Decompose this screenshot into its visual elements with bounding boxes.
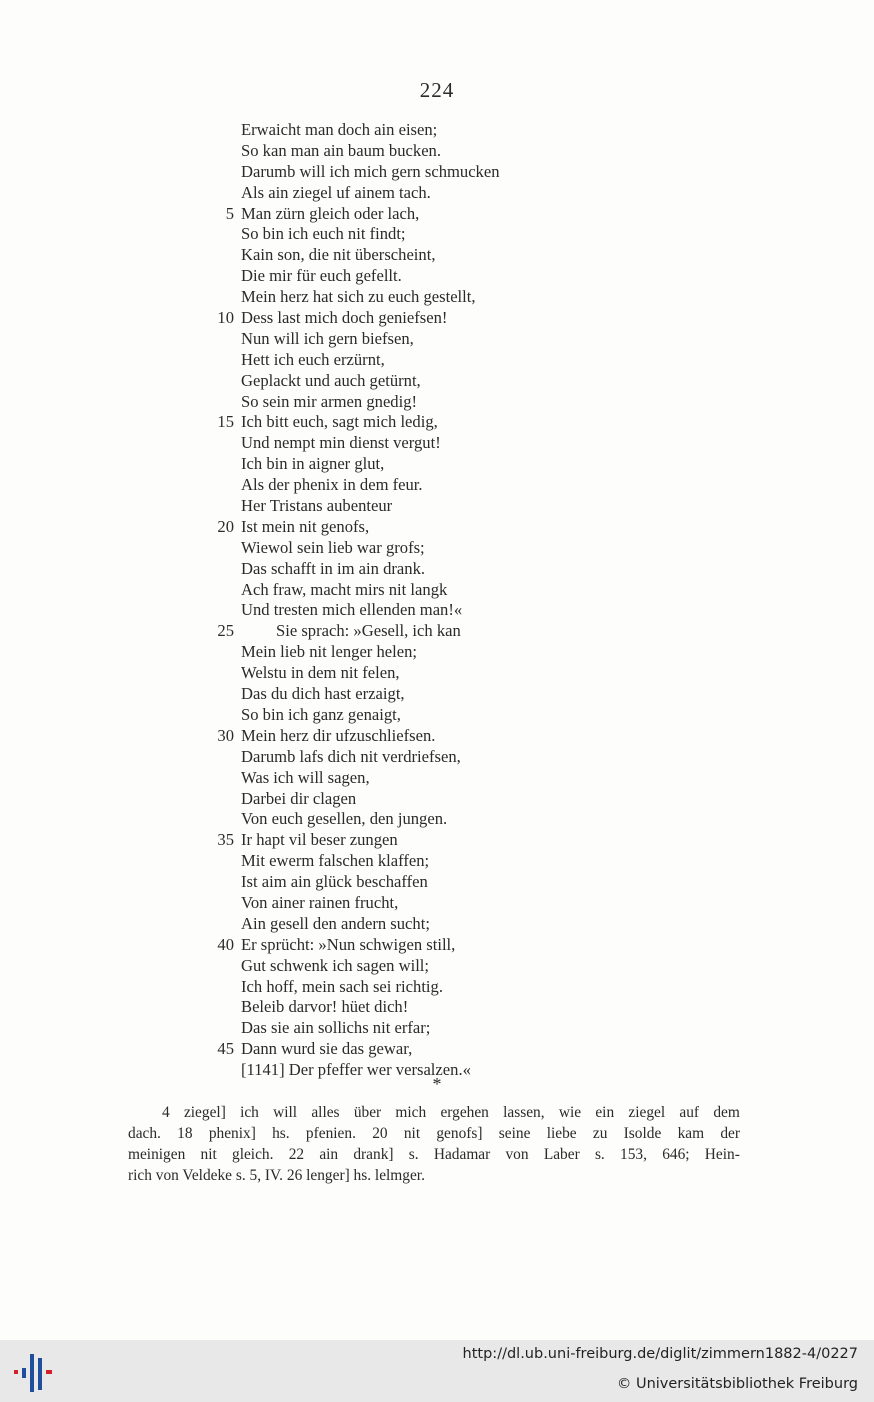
line-number: 35 xyxy=(217,830,234,850)
poem-line xyxy=(200,496,620,517)
poem-line xyxy=(200,1018,620,1039)
ub-freiburg-logo-icon[interactable] xyxy=(12,1350,56,1394)
poem-line xyxy=(200,559,620,580)
footnote-word: will xyxy=(273,1104,298,1121)
section-separator: * xyxy=(432,1074,442,1094)
line-text: [1141] Der pfeffer wer versalzen.« xyxy=(241,1060,471,1080)
line-text: Welstu in dem nit felen, xyxy=(241,663,400,683)
line-text: Darbei dir clagen xyxy=(241,788,357,808)
poem-line xyxy=(200,789,620,810)
footnote-word: 153, xyxy=(620,1146,647,1163)
line-text: So bin ich euch nit findt; xyxy=(241,224,406,244)
poem-line xyxy=(200,1039,620,1060)
line-text: Geplackt und auch getürnt, xyxy=(241,370,421,390)
poem-line xyxy=(200,935,620,956)
line-number: 15 xyxy=(217,412,234,432)
poem-line xyxy=(200,350,620,371)
line-text: Ain gesell den andern sucht; xyxy=(241,913,430,933)
line-text: Mein lieb nit lenger helen; xyxy=(241,642,418,662)
footnote-word: s. xyxy=(594,1146,605,1163)
line-text: Ir hapt vil beser zungen xyxy=(241,830,398,850)
line-text: Mit ewerm falschen klaffen; xyxy=(241,851,430,871)
poem-line xyxy=(200,287,620,308)
poem-line xyxy=(200,183,620,204)
poem-line xyxy=(200,329,620,350)
line-number: 25 xyxy=(217,621,234,641)
poem-line xyxy=(200,392,620,413)
line-text: Von ainer rainen frucht, xyxy=(241,892,399,912)
footnote-word: dem xyxy=(713,1104,740,1121)
line-text: So sein mir armen gnedig! xyxy=(241,391,418,411)
poem-line xyxy=(200,893,620,914)
footnote-word: auf xyxy=(679,1104,700,1121)
poem-line xyxy=(200,454,620,475)
poem-line xyxy=(200,204,620,225)
poem-line xyxy=(200,872,620,893)
line-number: 10 xyxy=(217,308,234,328)
footnote-line xyxy=(128,1102,740,1123)
line-text: Das du dich hast erzaigt, xyxy=(241,684,405,704)
line-text: Ist aim ain glück beschaffen xyxy=(241,872,428,892)
footnote-word: kam xyxy=(677,1125,705,1142)
footnote-line xyxy=(128,1144,740,1165)
line-text: Als der phenix in dem feur. xyxy=(241,475,423,495)
poem-text xyxy=(200,120,620,1081)
line-text: Hett ich euch erzürnt, xyxy=(241,349,385,369)
line-text: Sie sprach: »Gesell, ich kan xyxy=(276,621,461,641)
poem-line xyxy=(200,266,620,287)
footnote-word: von xyxy=(505,1146,529,1163)
poem-line xyxy=(200,914,620,935)
poem-line xyxy=(200,768,620,789)
line-text: Mein herz dir ufzuschliefsen. xyxy=(241,725,436,745)
poem-line xyxy=(200,538,620,559)
footnote-word: 4 xyxy=(162,1104,170,1121)
footnote-word: gleich. xyxy=(232,1146,274,1163)
footnote-word: wie xyxy=(558,1104,582,1121)
line-text: Ich bin in aigner glut, xyxy=(241,454,385,474)
footnote-word: ziegel] xyxy=(183,1104,226,1121)
footnote-word: seine xyxy=(498,1125,531,1142)
poem-line xyxy=(200,412,620,433)
footnote-word: liebe xyxy=(546,1125,577,1142)
poem-line xyxy=(200,977,620,998)
line-text: Das sie ain sollichs nit erfar; xyxy=(241,1018,431,1038)
poem-line xyxy=(200,956,620,977)
footnote-word: dach. xyxy=(128,1125,161,1142)
poem-line xyxy=(200,809,620,830)
footnote-word: pfenien. xyxy=(305,1125,356,1142)
footnote-word: drank] xyxy=(353,1146,394,1163)
poem-line xyxy=(200,308,620,329)
line-text: Beleib darvor! hüet dich! xyxy=(241,997,409,1017)
permalink-url[interactable]: http://dl.ub.uni-freiburg.de/diglit/zimmern1882-4/0227 xyxy=(462,1346,858,1362)
poem-line xyxy=(200,705,620,726)
footnote-word: nit xyxy=(403,1125,421,1142)
line-text: Er sprücht: »Nun schwigen still, xyxy=(241,934,456,954)
copyright-notice: © Universitätsbibliothek Freiburg xyxy=(616,1376,858,1392)
line-text: Ist mein nit genofs, xyxy=(241,516,370,536)
footnote-word: der xyxy=(720,1125,740,1142)
footnote-word: ich xyxy=(240,1104,259,1121)
footnote-word: ain xyxy=(319,1146,339,1163)
footnote-word: hs. xyxy=(272,1125,290,1142)
footnotes xyxy=(128,1102,740,1186)
footnote-word: s. xyxy=(408,1146,419,1163)
line-text: Das schafft in im ain drank. xyxy=(241,558,426,578)
line-text: Wiewol sein lieb war grofs; xyxy=(241,537,425,557)
line-text: Ich hoff, mein sach sei richtig. xyxy=(241,976,443,996)
poem-line xyxy=(200,726,620,747)
line-text: Her Tristans aubenteur xyxy=(241,496,393,516)
line-text: Ich bitt euch, sagt mich ledig, xyxy=(241,412,438,432)
line-text: Und nempt min dienst vergut! xyxy=(241,433,441,453)
line-text: So kan man ain baum bucken. xyxy=(241,140,442,160)
poem-line xyxy=(200,600,620,621)
poem-line xyxy=(200,475,620,496)
line-number: 30 xyxy=(217,725,234,745)
poem-line xyxy=(200,851,620,872)
poem-line xyxy=(200,747,620,768)
footnote-word: 20 xyxy=(372,1125,388,1142)
poem-line xyxy=(200,162,620,183)
line-number: 45 xyxy=(217,1039,234,1059)
line-text: Darumb lafs dich nit verdriefsen, xyxy=(241,746,461,766)
line-text: Dann wurd sie das gewar, xyxy=(241,1039,413,1059)
footnote-word: Hadamar xyxy=(433,1146,491,1163)
footnote-word: ein xyxy=(595,1104,615,1121)
line-number: 40 xyxy=(217,934,234,954)
footnote-word: alles xyxy=(311,1104,340,1121)
line-text: Als ain ziegel uf ainem tach. xyxy=(241,182,431,202)
footnote-word: Laber xyxy=(543,1146,580,1163)
poem-line xyxy=(200,642,620,663)
line-text: Von euch gesellen, den jungen. xyxy=(241,809,448,829)
poem-line xyxy=(200,830,620,851)
footnote-word: nit xyxy=(200,1146,217,1163)
poem-line xyxy=(200,684,620,705)
poem-line xyxy=(200,141,620,162)
line-text: So bin ich ganz genaigt, xyxy=(241,704,401,724)
poem-line xyxy=(200,663,620,684)
footer-bar xyxy=(0,1340,874,1402)
line-text: Gut schwenk ich sagen will; xyxy=(241,955,430,975)
poem-line xyxy=(200,245,620,266)
poem-line xyxy=(200,433,620,454)
line-text: Kain son, die nit überscheint, xyxy=(241,245,436,265)
line-text: Ach fraw, macht mirs nit langk xyxy=(241,579,448,599)
footnote-word: 646; xyxy=(662,1146,690,1163)
footnote-word: lassen, xyxy=(503,1104,545,1121)
footnote-word: zu xyxy=(592,1125,608,1142)
poem-line xyxy=(200,224,620,245)
footnote-line: rich von Veldeke s. 5, IV. 26 lenger] hs. lelmger. xyxy=(128,1167,425,1184)
line-text: Nun will ich gern biefsen, xyxy=(241,328,414,348)
line-text: Darumb will ich mich gern schmucken xyxy=(241,161,500,181)
footnote-word: mich xyxy=(395,1104,427,1121)
page-number: 224 xyxy=(419,78,455,102)
line-text: Mein herz hat sich zu euch gestellt, xyxy=(241,287,476,307)
footnote-word: ziegel xyxy=(628,1104,666,1121)
footnote-word: phenix] xyxy=(208,1125,256,1142)
poem-line xyxy=(200,371,620,392)
line-text: Erwaicht man doch ain eisen; xyxy=(241,120,438,139)
footnote-word: 22 xyxy=(288,1146,305,1163)
poem-line xyxy=(200,997,620,1018)
footnote-word: über xyxy=(353,1104,382,1121)
line-text: Dess last mich doch geniefsen! xyxy=(241,308,448,328)
line-number: 20 xyxy=(217,516,234,536)
poem-line xyxy=(200,580,620,601)
footnote-word: Hein- xyxy=(704,1146,740,1163)
poem-line xyxy=(200,621,620,642)
poem-line xyxy=(200,517,620,538)
line-text: Man zürn gleich oder lach, xyxy=(241,203,420,223)
line-text: Was ich will sagen, xyxy=(241,767,370,787)
line-text: Und tresten mich ellenden man!« xyxy=(241,600,463,620)
poem-line xyxy=(200,120,620,141)
line-number: 5 xyxy=(225,203,234,223)
footnote-word: meinigen xyxy=(128,1146,186,1163)
line-text: Die mir für euch gefellt. xyxy=(241,266,402,286)
footnote-word: Isolde xyxy=(623,1125,662,1142)
footnote-word: genofs] xyxy=(436,1125,483,1142)
footnote-line xyxy=(128,1123,740,1144)
footnote-word: 18 xyxy=(177,1125,193,1142)
footnote-word: ergehen xyxy=(440,1104,489,1121)
